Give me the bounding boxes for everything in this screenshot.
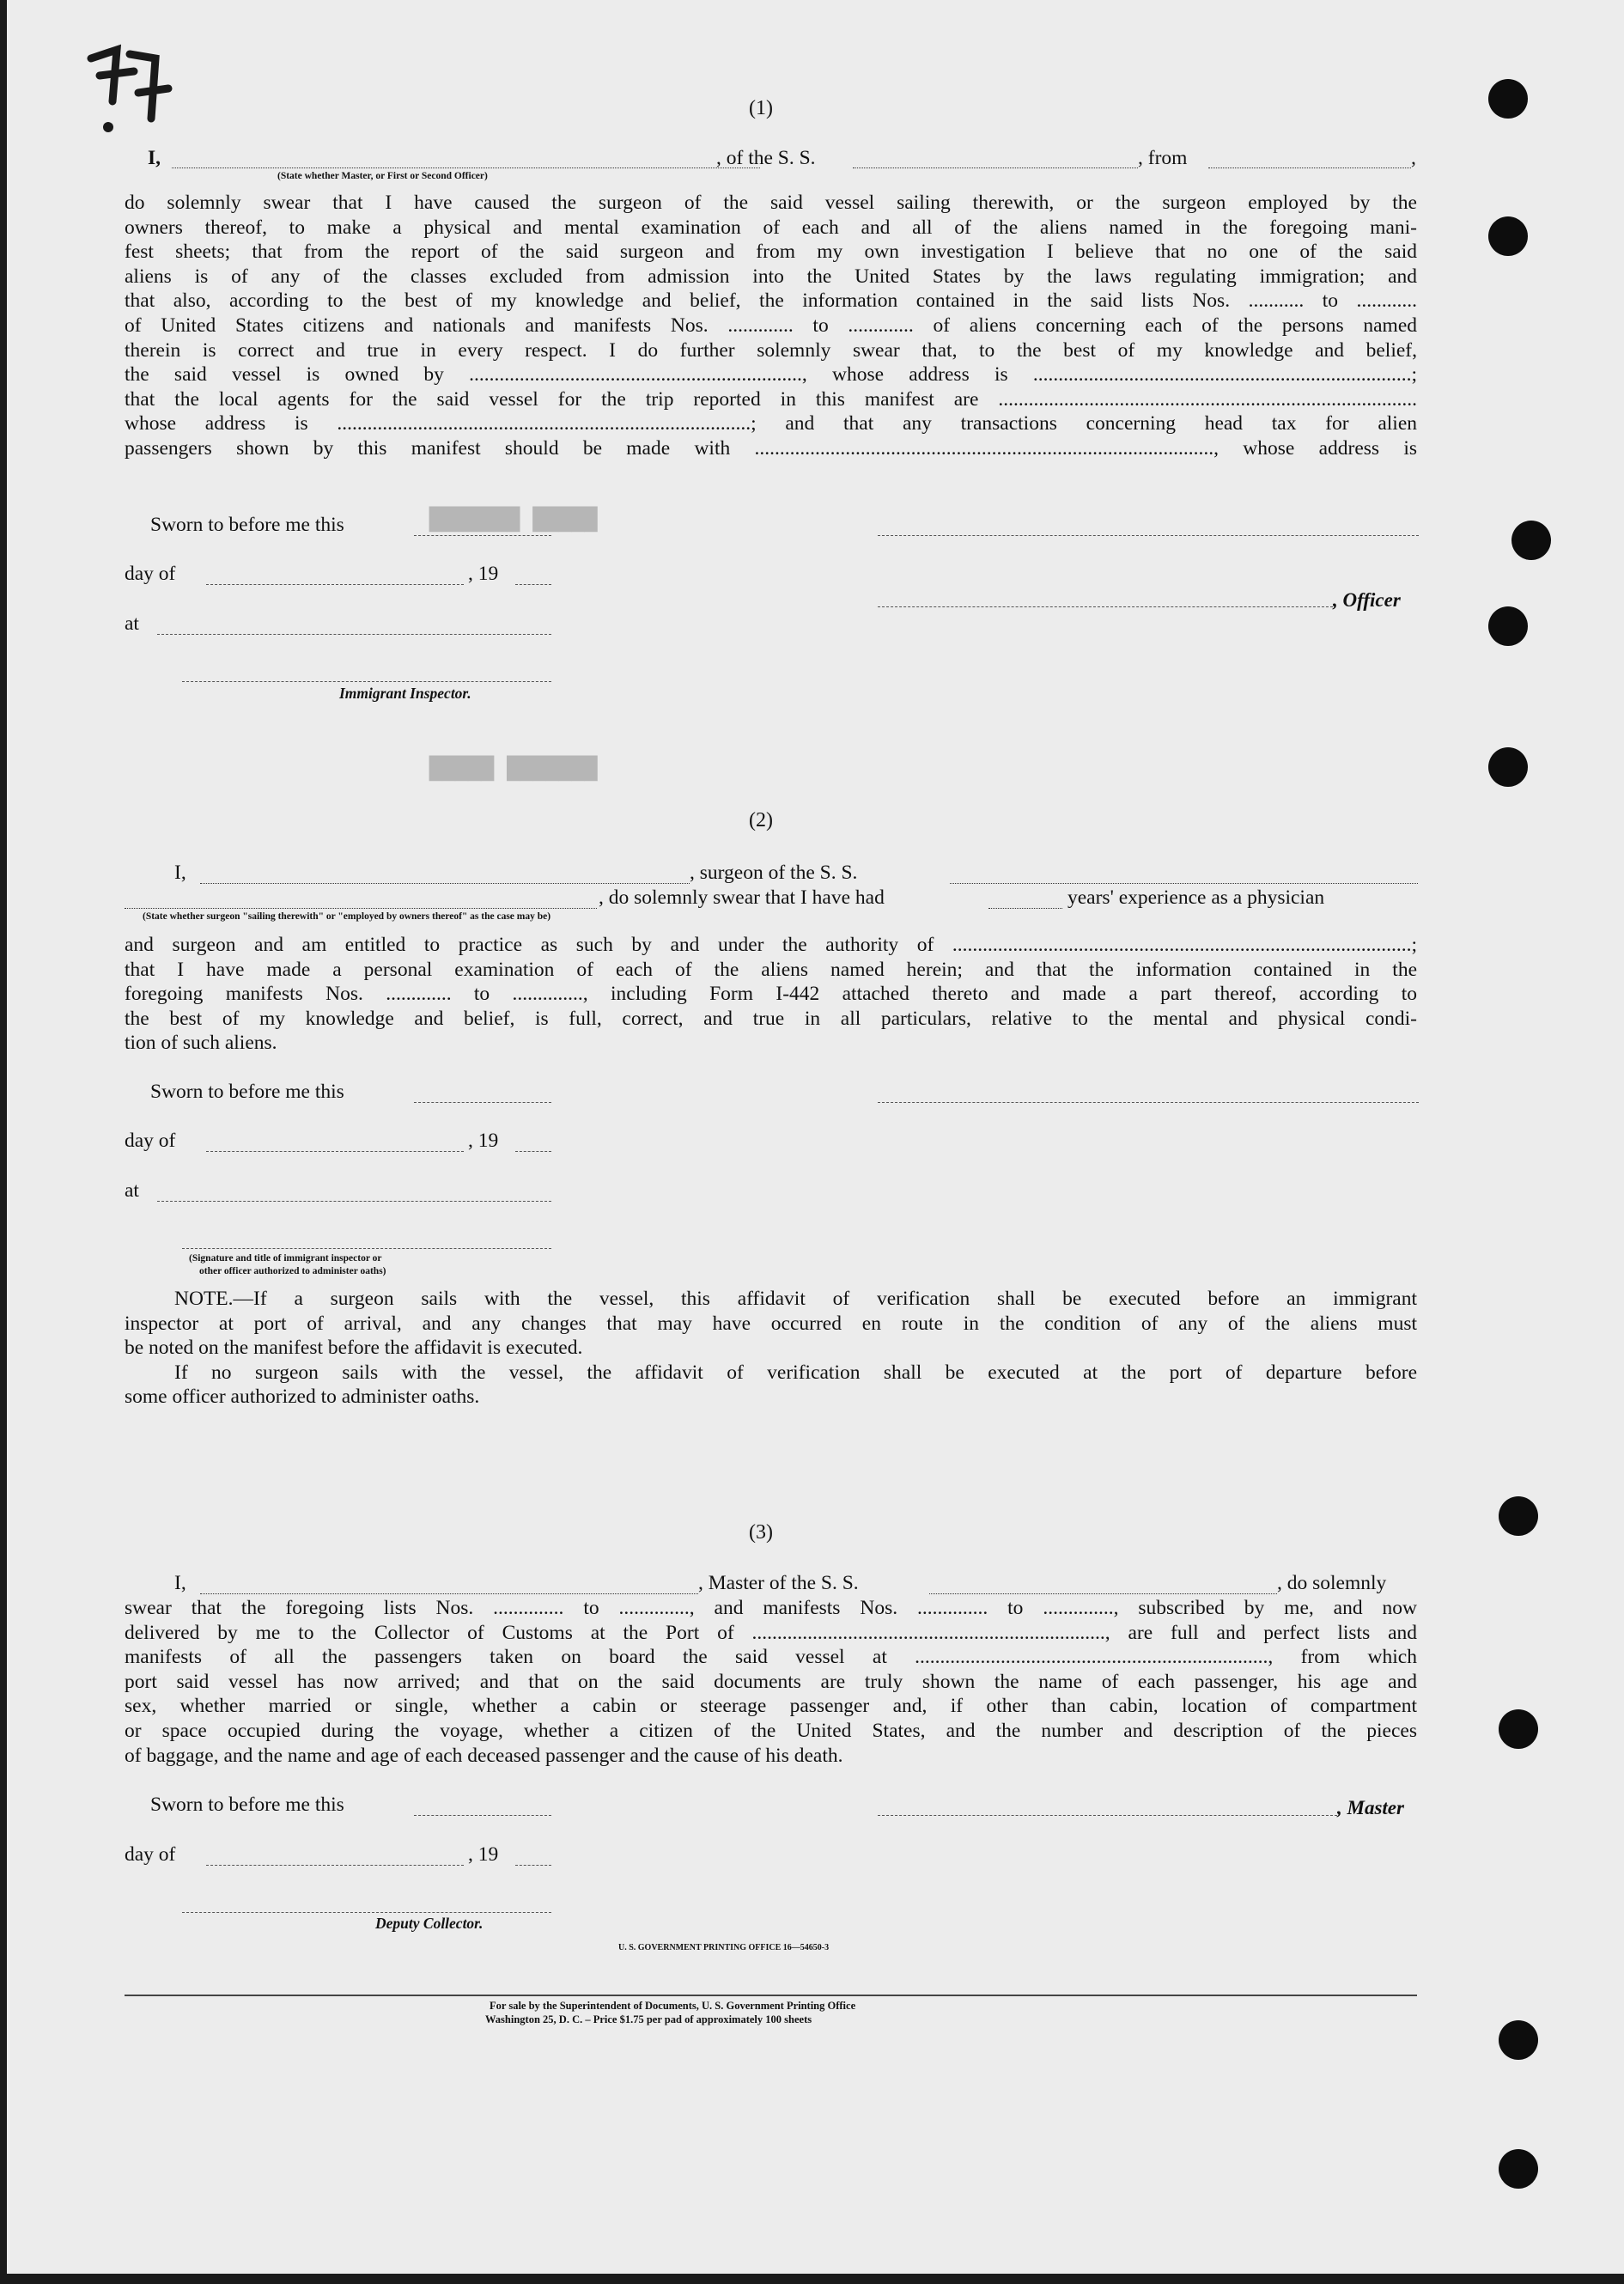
oath1-of-ss: , of the S. S. [716,147,816,169]
printing-office-line: U. S. GOVERNMENT PRINTING OFFICE 16—54650-3 [618,1943,830,1952]
text-line: swear that the foregoing lists Nos. .............. to .............., and manifests Nos. .............. to .............., subscribed by me, and now [125,1597,1417,1619]
year-label: , 19 [468,1130,499,1152]
note-line: some officer authorized to administer oaths. [125,1386,480,1409]
punch-hole [1499,1709,1538,1749]
signature-line [182,1248,551,1249]
bleed-through-text: █████ ███████ [429,507,598,532]
text-line: the said vessel is owned by .................................................................., whose address is ...........................................................................; [125,363,1417,387]
text-line: delivered by me to the Collector of Customs at the Port of ......................................................................, are full and perfect lists and [125,1621,1417,1644]
punch-hole [1488,747,1528,787]
fill-line [853,167,1138,168]
oath3-paragraph [125,1596,1417,1768]
text-line: or space occupied during the voyage, whether a citizen of the United States, and the number and description of the pieces [125,1719,1417,1742]
fill-line [988,908,1062,909]
officer-title-line [878,606,1333,607]
fill-line [206,1865,464,1866]
section-number: (1) [749,97,773,119]
fill-line [206,1151,464,1152]
scan-border-bottom [0,2274,1624,2284]
text-line: the best of my knowledge and belief, is full, correct, and true in all particulars, relative to the mental and physical condi- [125,1007,1417,1030]
text-line: whose address is ..................................................................................; and that any transactions concerning head tax for alien [125,412,1417,435]
officer-signature-line [878,535,1419,536]
surgeon-caption: (State whether surgeon "sailing therewith" or "employed by owners thereof" as the case may be) [143,911,551,922]
bleed-through-text: ███████ █████ [429,756,598,781]
officer-label: , Officer [1333,589,1401,611]
punch-hole [1488,79,1528,119]
note-line: be noted on the manifest before the affidavit is executed. [125,1337,583,1360]
fill-line [157,634,551,635]
day-of-label: day of [125,563,176,585]
day-of-label: day of [125,1843,176,1866]
sworn-label: Sworn to before me this [150,514,344,536]
note-paragraph [125,1287,1417,1410]
text-line: foregoing manifests Nos. ............. to .............., including Form I-442 attached thereto and made a part thereof, according to [125,983,1417,1006]
fill-line [414,1102,551,1103]
text-line: passengers shown by this manifest should be made with ..........................................................................................., whose address is [125,436,1417,460]
master-signature-line [878,1815,1337,1816]
text-line: aliens is of any of the classes excluded from admission into the United States by the laws regulating immigration; and [125,265,1417,288]
oath2-paragraph [125,933,1417,1056]
text-line: and surgeon and am entitled to practice as such by and under the authority of ...........................................................................................; [125,934,1417,956]
text-line: of baggage, and the name and age of each deceased passenger and the cause of his death. [125,1744,843,1767]
section-number: (2) [749,809,773,831]
fill-line [200,883,690,884]
fill-line [172,167,760,168]
fill-line [125,908,597,909]
fill-line [515,584,551,585]
footer-line: Washington 25, D. C. – Price $1.75 per pad of approximately 100 sheets [485,2013,812,2025]
oath1-intro: I, [148,147,161,169]
fill-line [515,1151,551,1152]
text-line: sex, whether married or single, whether a cabin or steerage passenger and, if other than cabin, location of compartment [125,1695,1417,1718]
inspector-signature-line [182,681,551,682]
text-line: manifests of all the passengers taken on board the said vessel at ......................................................................, from which [125,1646,1417,1669]
deputy-signature-line [182,1912,551,1913]
text-line: tion of such aliens. [125,1032,277,1055]
note-line: If no surgeon sails with the vessel, the affidavit of verification shall be executed at the port of departure before [174,1361,1417,1384]
section-number: (3) [749,1521,773,1544]
punch-hole [1488,216,1528,256]
year-label: , 19 [468,1843,499,1866]
oath2-years: years' experience as a physician [1067,886,1325,909]
signature-caption: (Signature and title of immigrant inspector or [189,1253,382,1264]
text-line: that also, according to the best of my knowledge and belief, the information contained in the said lists Nos. ........... to ............ [125,289,1417,313]
scan-border-left [0,0,7,2284]
inspector-label: Immigrant Inspector. [339,685,471,702]
text-line: that I have made a personal examination of each of the aliens named herein; and that the information contained in the [125,958,1417,981]
note-line: inspector at port of arrival, and any changes that may have occurred en route in the condition of any of the aliens must [125,1312,1417,1335]
manifest-sheet: █████ ███████ ███████ █████ (1) I, , of the S. S. , from , (State whether Master, or First or Second Officer) do solemnly swear that I have caused the surgeon of the said vessel sailing therewith, or the surgeon employed by the owners thereof, to make a physical and mental examination of each and all of the aliens named in the foregoing mani- fest sheets; that from the report of the said surgeon and from my own investigation I believe that no one of the said aliens is of any of the classes excluded from admission into the United States by the laws regulating immigration; and that also, according to the best of my knowledge and belief, the information contained in the said lists Nos. ........... to ............ of United States citizens and nationals and manifests Nos. ............. to ............. of aliens concerning each of the persons named therein is correct and true in every respect. I do further solemnly swear that, to the best of my knowledge and belief, the said vessel is owned by .................................................................., whose address is ...........................................................................; that the local agents for the said vessel for the trip reported in this manifest are ................................................................................... whose address is ..................................................................................; and that any transactions concerning head tax for alien passengers shown by this manifest should be made with ..........................................................................................., whose address is Sworn to before me this day of , 19 , Officer at Immigrant Inspector. (2) I, , surgeon of the S. S. , do solemnly swear that I have had years' experience as a physician (State whether surgeon "sailing therewith" or "employed by owners thereof" as the case may be) and surgeon and am entitled to practice as such by and under the authority of ...........................................................................................; that I have made a personal examination of each of the aliens named herein; and that the information contained in the foregoing manifests Nos. ............. to .............., including Form I-442 attached thereto and made a part thereof, according to the best of my knowledge and belief, is full, correct, and true in all particulars, relative to the mental and physical condi- tion of such aliens. Sworn to before me this day of , 19 at (Signature and title of immigrant inspector or other officer authorized to administer oaths) NOTE.—If a surgeon sails with the vessel, this affidavit of verification shall be executed before an immigrant inspector at port of arrival, and any changes that may have occurred en route in the condition of any of the aliens must be noted on the manifest before the affidavit is executed. If no surgeon sails with the vessel, the affidavit of verification shall be executed at the port of departure before some officer authorized to administer oaths. (3) I, , Master of the S. S. , do solemnly swear that the foregoing lists Nos. .............. to .............., and manifests Nos. .............. to .............., subscribed by me, and now delivered by me to the Collector of Customs at the Port of ......................................................................, are full and perfect lists and manifests of all the passengers taken on board the said vessel at ......................................................................, from which port said vessel has now arrived; and that on the said documents are truly shown the name of each passenger, his age and sex, whether married or single, whether a cabin or steerage passenger and, if other than cabin, location of compartment or space occupied during the voyage, whether a citizen of the United States, and the number and description of the pieces of baggage, and the name and age of each deceased passenger and the cause of his death. Sworn to before me this , Master day of , 19 Deputy Collector. U. S. GOVERNMENT PRINTING OFFICE 16—54650-3 For sale by the Superintendent of Documents, U. S. Government Printing Office Washington 25, D. C. – Price $1.75 per pad of approximately 100 sheets [0,0,1624,2284]
text-line: do solemnly swear that I have caused the surgeon of the said vessel sailing therewith, or the surgeon employed by the [125,192,1417,214]
fill-line [950,883,1418,884]
oath2-swear-had: , do solemnly swear that I have had [599,886,885,909]
punch-hole [1488,606,1528,646]
oath3-do-solemnly: , do solemnly [1277,1572,1387,1594]
fill-line [414,535,551,536]
oath3-intro: I, [174,1572,186,1594]
fill-line [206,584,464,585]
day-of-label: day of [125,1130,176,1152]
oath1-paragraph [125,191,1417,461]
punch-hole [1499,2020,1538,2060]
oath1-from: , from [1138,147,1188,169]
fill-line [157,1201,551,1202]
fill-line [515,1865,551,1866]
text-line: of United States citizens and nationals and manifests Nos. ............. to ............. of aliens concerning each of the persons named [125,314,1417,337]
text-line: port said vessel has now arrived; and that on the said documents are truly shown the name of each passenger, his age and [125,1670,1417,1693]
sworn-label: Sworn to before me this [150,1081,344,1103]
text-line: fest sheets; that from the report of the said surgeon and from my own investigation I believe that no one of the said [125,241,1417,264]
deputy-label: Deputy Collector. [375,1915,484,1932]
text-line: that the local agents for the said vessel for the trip reported in this manifest are ................................................................................... [125,387,1417,411]
signature-caption: other officer authorized to administer oaths) [199,1266,386,1276]
oath2-intro: I, [174,862,186,884]
oath2-surgeon-of: , surgeon of the S. S. [690,862,858,884]
text-line: therein is correct and true in every respect. I do further solemnly swear that, to the best of my knowledge and belief, [125,338,1417,362]
fill-line [414,1815,551,1816]
punch-hole [1499,1496,1538,1536]
at-label: at [125,612,139,635]
at-label: at [125,1179,139,1202]
officer-caption: (State whether Master, or First or Second Officer) [277,171,488,181]
punch-hole [1499,2149,1538,2189]
year-label: , 19 [468,563,499,585]
signature-line [878,1102,1419,1103]
sworn-label: Sworn to before me this [150,1794,344,1816]
footer-line: For sale by the Superintendent of Documents, U. S. Government Printing Office [490,2000,856,2012]
fill-line [1208,167,1411,168]
master-label: , Master [1337,1797,1404,1818]
footer-rule [125,1995,1417,1996]
note-line: NOTE.—If a surgeon sails with the vessel, this affidavit of verification shall be executed before an immigrant [174,1288,1417,1310]
oath3-master-of: , Master of the S. S. [698,1572,859,1594]
fill-line [200,1593,698,1594]
stamp-mark [82,41,177,144]
fill-line [929,1593,1277,1594]
punch-hole [1511,521,1551,560]
text-line: owners thereof, to make a physical and mental examination of each and all of the aliens named in the foregoing mani- [125,216,1417,239]
